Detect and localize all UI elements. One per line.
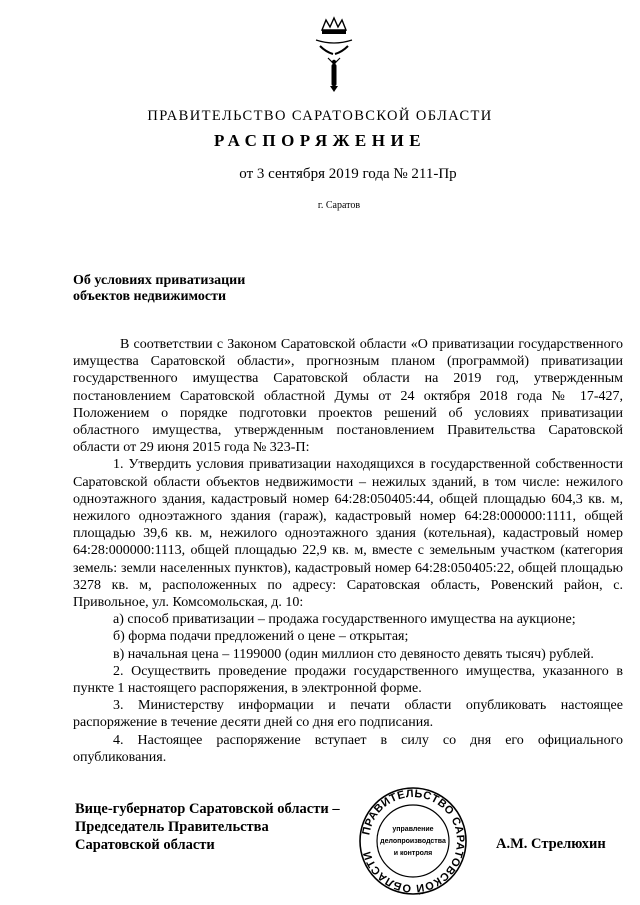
signatory-name: А.М. Стрелюхин	[496, 836, 606, 852]
item-2-paragraph: 2. Осуществить проведение продажи государственного имущества, указанного в пункте 1 настоящего распоряжения, в электронной форме.	[73, 663, 623, 697]
item-1c-paragraph: в) начальная цена – 1199000 (один миллион сто девяносто девять тысяч) рублей.	[113, 646, 594, 662]
item-4-paragraph: 4. Настоящее распоряжение вступает в силу со дня его официального опубликования.	[73, 732, 623, 765]
item-1-paragraph: 1. Утвердить условия приватизации находящихся в государственной собственности Саратовской области объектов недвижимости – нежилых зданий, в том числе: нежилого одноэтажного здания, кадастровый номер 64:28:050405:44, общей площадью 604,3 кв. м, нежилого одноэтажного здания (гараж), кадастровый номер 64:28:000000:1111, общей площадью 39,6 кв. м, нежилого одноэтажного здания (котельная), кадастровый номер 64:28:000000:1113, общей площадью 22,9 кв. м, вместе с земельным участком (категория земель: земли населенных пунктов), кадастровый номер 64:28:050405:22, общей площадью 3278 кв. м, расположенных по адресу: Саратовская область, Ровенский район, с. Привольное, ул. Комсомольская, д. 10:	[73, 457, 623, 611]
item-3-paragraph: 3. Министерству информации и печати области опубликовать настоящее распоряжение в течение десяти дней со дня его подписания.	[73, 698, 623, 731]
signatory-title-line-2: Председатель Правительства	[75, 819, 269, 835]
seal-center-line-3: и контроля	[393, 850, 433, 857]
document-body	[73, 336, 623, 766]
subject-line-1: Об условиях приватизации	[73, 273, 246, 288]
signatory-title-line-3: Саратовской области	[75, 837, 215, 853]
document-city: г. Саратов	[317, 200, 361, 211]
subject-line-2: объектов недвижимости	[73, 289, 227, 304]
document-type: РАСПОРЯЖЕНИЕ	[213, 131, 427, 150]
seal-center-line-2: делопроизводства	[380, 838, 446, 845]
item-1b-paragraph: б) форма подачи предложений о цене – открытая;	[113, 629, 409, 645]
document-date-number: от 3 сентября 2019 года № 211-Пр	[239, 166, 457, 182]
preamble-paragraph: В соответствии с Законом Саратовской области «О приватизации государственного имущества Саратовской области», прогнозным планом (программой) приватизации государственного имущества Саратовской области на 2019 год, утвержденным постановлением Саратовской областной Думы от 24 октября 2018 года № 17-427, Положением о порядке подготовки проектов решений об условиях приватизации областного имущества, утвержденным постановлением Правительства Саратовской области от 29 июня 2015 года № 323-П:	[73, 337, 623, 456]
seal-ring-text: ПРАВИТЕЛЬСТВО САРАТОВСКОЙ ОБЛАСТИ	[360, 787, 467, 895]
coat-of-arms-icon	[306, 16, 362, 96]
signatory-title	[75, 800, 395, 854]
item-1a-paragraph: а) способ приватизации – продажа государственного имущества на аукционе;	[113, 612, 576, 628]
signatory-title-line-1: Вице-губернатор Саратовской области –	[75, 801, 340, 817]
document-subject	[73, 273, 373, 305]
official-seal-stamp	[357, 785, 469, 897]
government-name: ПРАВИТЕЛЬСТВО САРАТОВСКОЙ ОБЛАСТИ	[147, 108, 493, 124]
seal-center-line-1: управление	[392, 826, 434, 833]
